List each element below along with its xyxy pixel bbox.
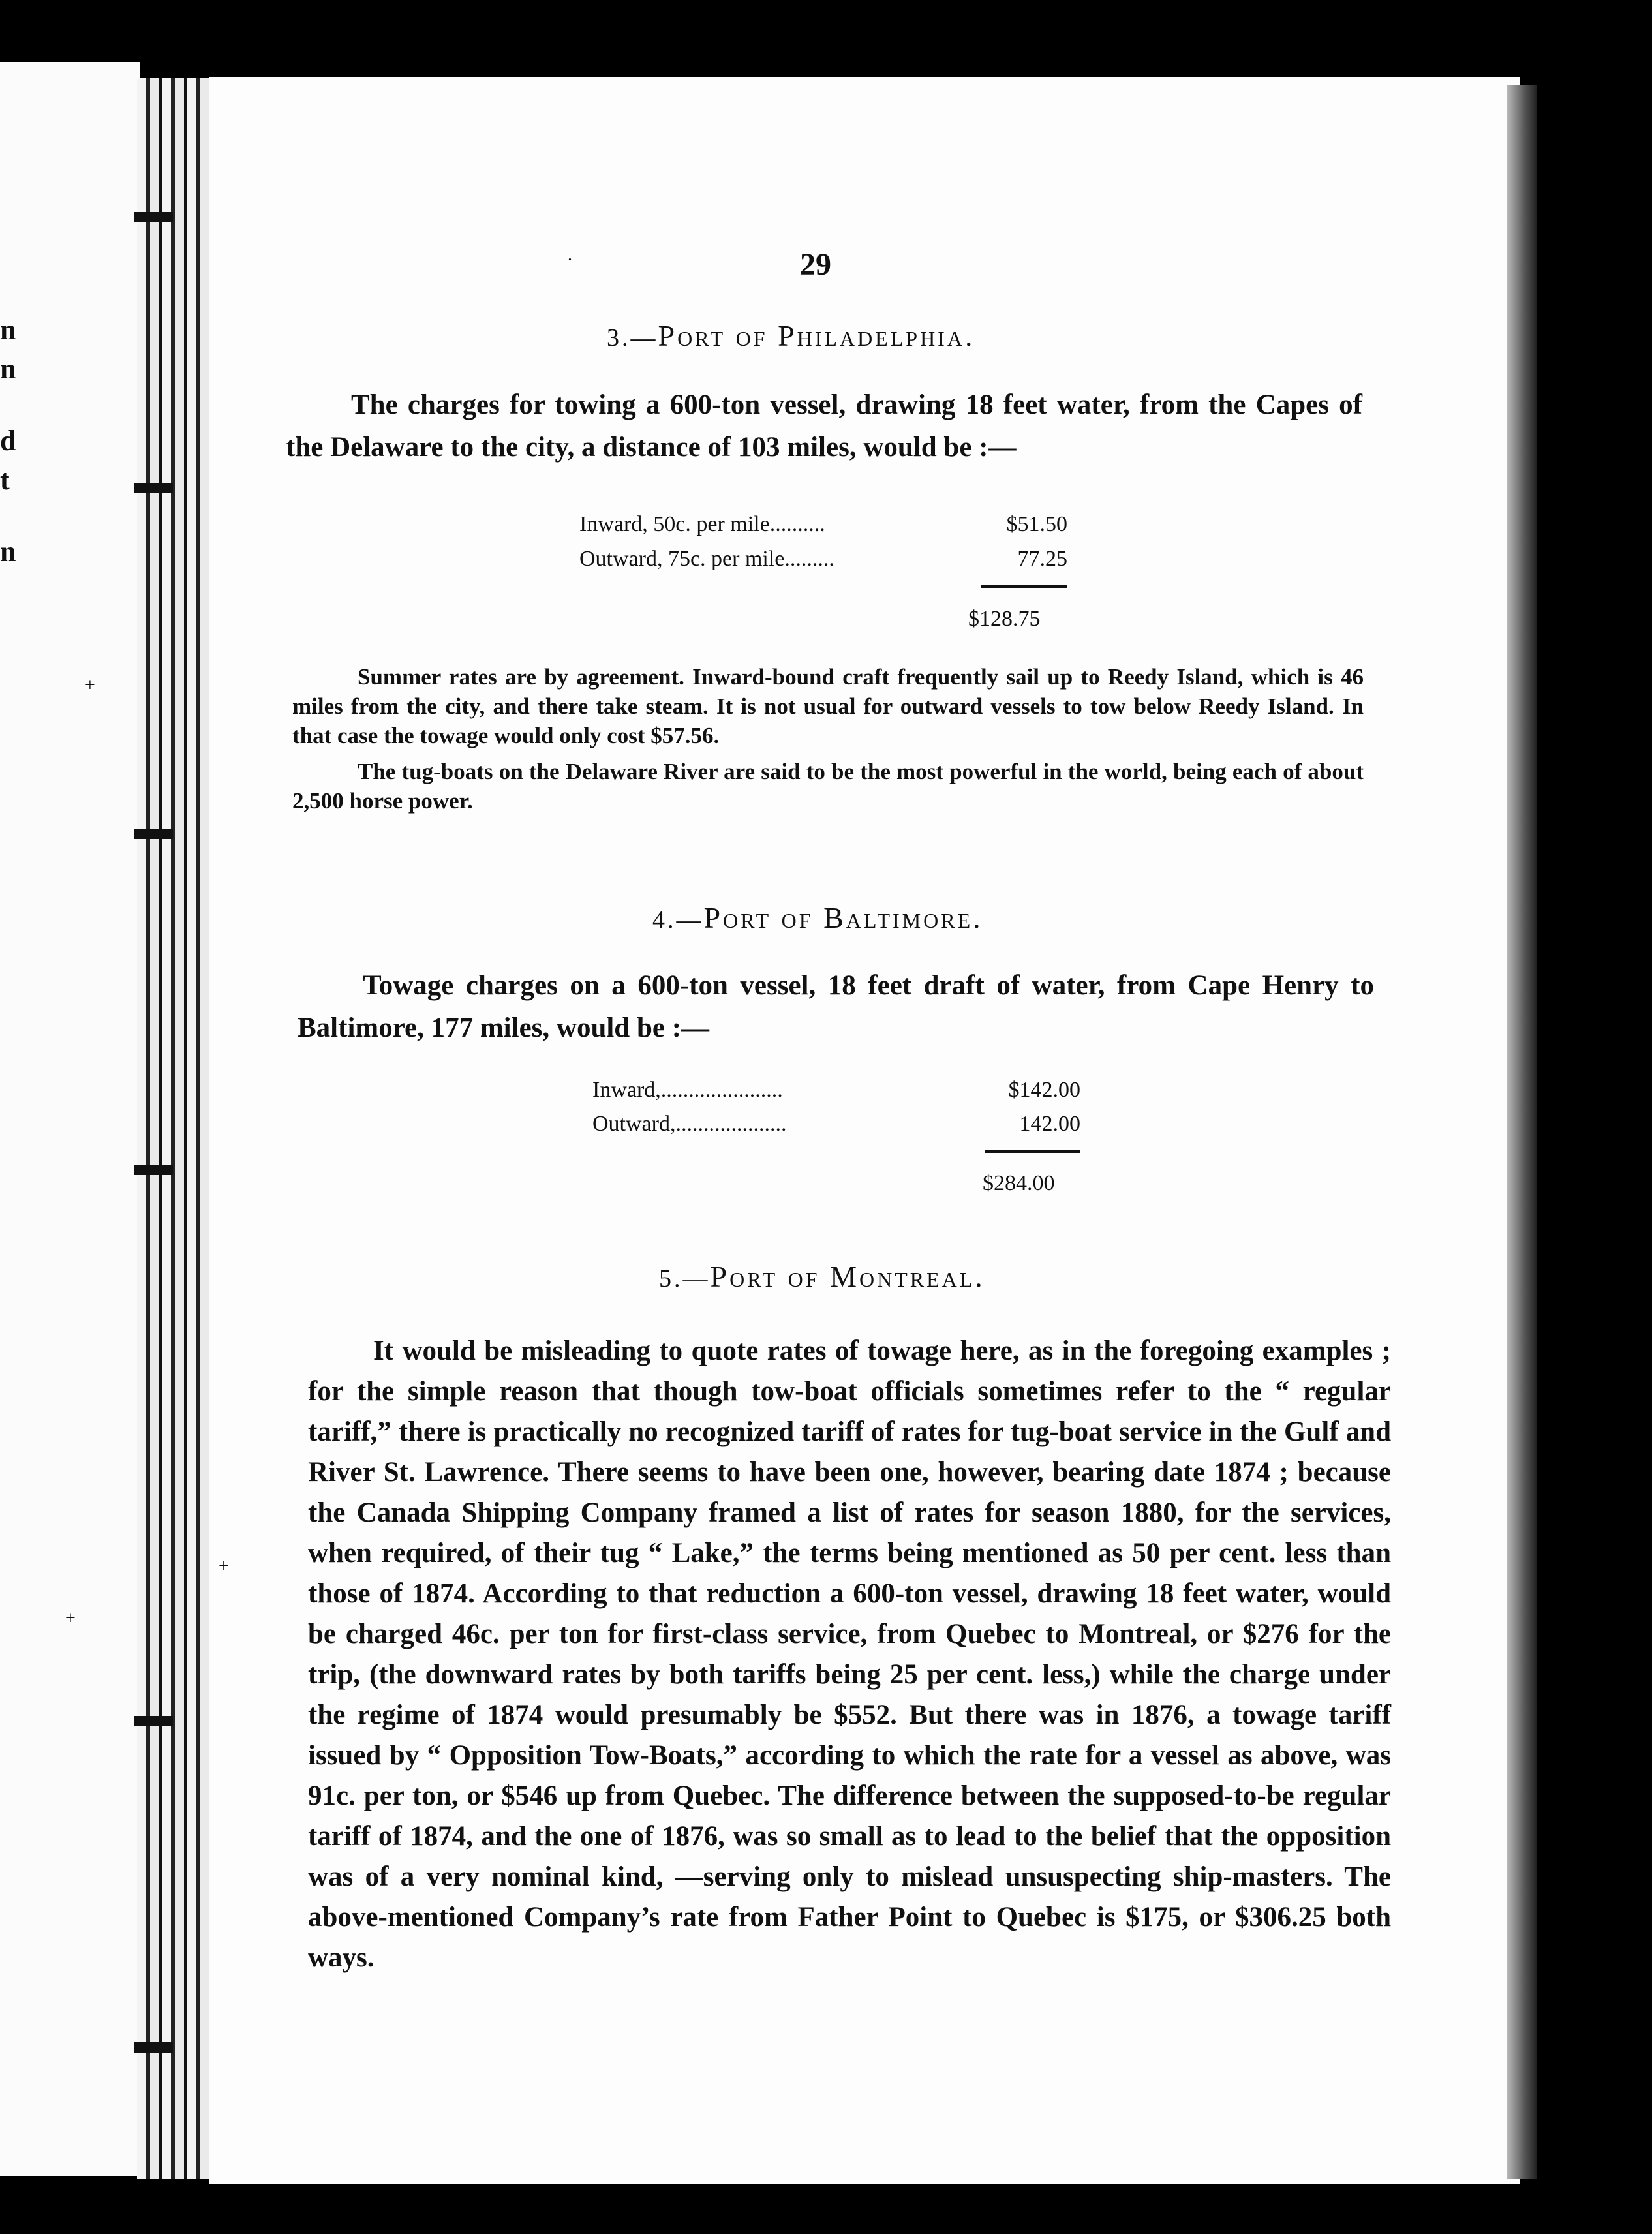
binding-stitch xyxy=(134,1716,173,1726)
print-mark: + xyxy=(85,675,95,696)
left-page-letter: t xyxy=(0,464,10,496)
left-page-letter: n xyxy=(0,314,16,346)
section-note: The tug-boats on the Delaware River are said to be the most powerful in the world, being each of about 2,500 horse power. xyxy=(292,759,1364,814)
charge-amount: $142.00 xyxy=(1008,1078,1080,1102)
charge-total: $128.75 xyxy=(968,607,1041,631)
charge-amount: 77.25 xyxy=(1017,547,1067,571)
print-mark: + xyxy=(219,1556,229,1576)
section-heading xyxy=(607,318,975,353)
binding-stitch xyxy=(134,212,173,222)
left-page-letter: n xyxy=(0,353,16,385)
binding-stitch xyxy=(134,2042,173,2053)
sum-rule xyxy=(985,1150,1080,1153)
print-mark: . xyxy=(568,245,572,265)
charge-row xyxy=(579,512,1067,537)
left-page-letter: n xyxy=(0,536,16,568)
previous-page-edge xyxy=(0,62,140,2176)
section-title: Port of Montreal. xyxy=(710,1260,985,1293)
section-heading xyxy=(652,900,983,935)
section-number: 4.— xyxy=(652,906,704,934)
section-title: Port of Baltimore. xyxy=(703,901,983,934)
binding-stitch xyxy=(134,1165,173,1175)
charge-label: Outward, 75c. per mile......... xyxy=(579,547,834,571)
binding-stitch xyxy=(134,483,173,493)
charge-row xyxy=(592,1078,1080,1103)
charge-label: Outward,.................... xyxy=(592,1112,787,1136)
charge-amount: 142.00 xyxy=(1019,1112,1080,1136)
section-intro: Towage charges on a 600-ton vessel, 18 feet draft of water, from Cape Henry to Baltimore, 177 miles, would be :— xyxy=(298,970,1374,1043)
binding-stitch xyxy=(134,829,173,839)
charge-amount: $51.50 xyxy=(1006,512,1067,536)
charge-row xyxy=(592,1112,1080,1137)
section-intro: The charges for towing a 600-ton vessel, drawing 18 feet water, from the Capes of the Delaware to the city, a distance of 103 miles, would be :— xyxy=(286,390,1362,463)
charge-total: $284.00 xyxy=(983,1171,1055,1195)
charge-label: Inward, 50c. per mile.......... xyxy=(579,512,825,536)
charge-label: Inward,...................... xyxy=(592,1078,783,1102)
charge-row xyxy=(579,547,1067,572)
section-heading xyxy=(659,1259,985,1294)
section-note: Summer rates are by agreement. Inward-bound craft frequently sail up to Reedy Island, which is 46 miles from the city, and there take steam. It is not usual for outward vessels to tow below Reedy Island. In that case the towage would only cost $57.56. xyxy=(292,664,1364,748)
section-number: 5.— xyxy=(659,1265,711,1293)
section-number: 3.— xyxy=(607,324,658,352)
section-title: Port of Philadelphia. xyxy=(658,319,975,352)
section-body: It would be misleading to quote rates of towage here, as in the foregoing examples ; for the simple reason that though tow-boat officials sometimes refer to the “ regular tariff,” there is practically no recognized tariff of rates for tug-boat service in the Gulf and River St. Lawrence. There seems to have been one, however, bearing date 1874 ; because the Canada Shipping Company framed a list of rates for season 1880, for the services, when required, of their tug “ Lake,” the terms being mentioned as 50 per cent. less than those of 1874. According to that reduction a 600-ton vessel, drawing 18 feet water, would be charged 46c. per ton for first-class service, from Quebec to Montreal, or $276 for the trip, (the downward rates by both tariffs being 25 per cent. less,) while the charge under the regime of 1874 would presumably be $552. But there was in 1876, a towage tariff issued by “ Opposition Tow-Boats,” according to which the rate for a vessel as above, was 91c. per ton, or $546 up from Quebec. The difference between the supposed-to-be regular tariff of 1874, and the one of 1876, was so small as to lead to the belief that the opposition was of a very nominal kind, —serving only to mislead unsuspecting ship-masters. The above-mentioned Company’s rate from Father Point to Quebec is $175, or $306.25 both ways. xyxy=(308,1336,1391,1973)
print-mark: + xyxy=(65,1608,76,1629)
page-number: 29 xyxy=(800,247,831,282)
sum-rule xyxy=(981,585,1067,588)
page-edge-shadow xyxy=(1507,85,1537,2179)
left-page-letter: d xyxy=(0,425,16,457)
